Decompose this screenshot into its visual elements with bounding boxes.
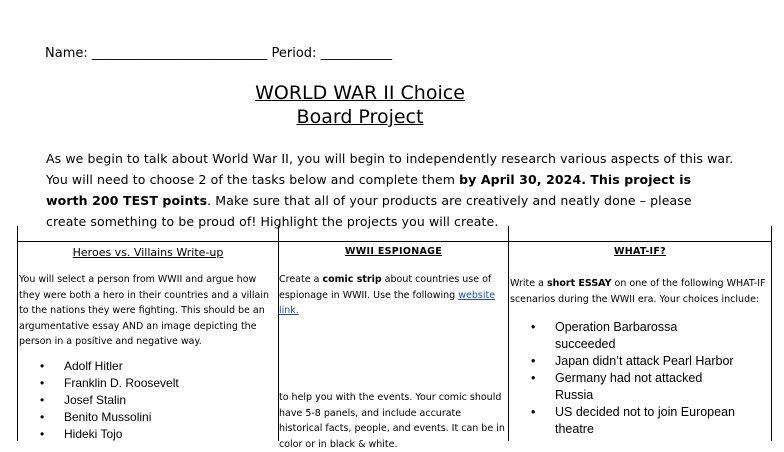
what-if-text-a: Write a [510,278,547,289]
table-header-rule [17,241,772,242]
table-border-left [17,226,18,441]
what-if-description [510,276,768,307]
table-divider-2 [508,226,509,441]
intro-part-3: . Make sure that all of your products are creatively and neatly done – please create something to be proud of! Highlight the projects you will create. [46,193,692,229]
list-item [531,319,767,353]
scenario-line: US decided not to join European [555,405,735,419]
heroes-villains-description: You will select a person from WWII and argue how they were both a hero in their countries and a villain to the nations they were fighting. This should be an argumentative essay AND an image depicting the person in a positive and negative way. [19,274,270,347]
list-item [531,353,767,370]
website-link[interactable]: website link. [279,289,496,316]
intro-deadline: by April 30, 2024. [459,172,587,187]
period-label: Period: [271,46,317,61]
list-item: • Franklin D. Roosevelt [40,375,270,392]
title-line-1: WORLD WAR II Choice [255,82,465,104]
list-item [531,404,767,438]
scenario-line: Russia [555,388,594,402]
title-line-2: Board Project [296,106,424,128]
espionage-description [279,272,507,319]
list-item [531,370,767,404]
espionage-text-b: about countries use of espionage in WWII. Use the following [279,274,492,301]
column-heading-heroes-villains: Heroes vs. Villains Write-up [72,246,224,259]
column-heading-what-if: WHAT-IF? [613,246,666,257]
what-if-short-essay: short ESSAY [546,278,612,289]
scenario-line: Operation Barbarossa [555,320,678,334]
espionage-instructions: to help you with the events. Your comic should have 5-8 panels, and include accurate historical facts, people, and events. It can be in color or in black & white. [279,392,505,450]
list-item: • Benito Mussolini [40,409,270,426]
period-blank[interactable]: ___________ [320,46,393,61]
what-if-text-b: on one of the following WHAT-IF scenarios during the WWII era. Your choices include: [510,278,766,305]
column-heading-espionage: WWII ESPIONAGE [344,246,443,257]
scenario-list [531,319,767,438]
scenario-line: theatre [555,422,594,436]
scenario-line: Germany had not attacked [555,371,703,385]
scenario-line: succeeded [555,337,616,351]
scenario-line: Japan didn’t attack Pearl Harbor [555,354,734,368]
espionage-text-a: Create a [279,274,323,285]
espionage-comic-strip: comic strip [322,274,382,285]
name-label: Name: [45,46,88,61]
list-item: • Josef Stalin [40,392,270,409]
leader-list [40,358,270,443]
intro-worth: This project is worth 200 TEST points [46,172,692,208]
name-blank[interactable]: ___________________________ [91,46,268,61]
list-item: • Adolf Hitler [40,358,270,375]
table-border-right [771,226,772,441]
intro-part-1: As we begin to talk about World War II, you will begin to independently research various aspects of this war. You will need to choose 2 of the tasks below and complete them [46,151,734,187]
intro-paragraph [46,148,736,232]
name-period-line [45,46,392,61]
list-item: • Hideki Tojo [40,426,270,443]
